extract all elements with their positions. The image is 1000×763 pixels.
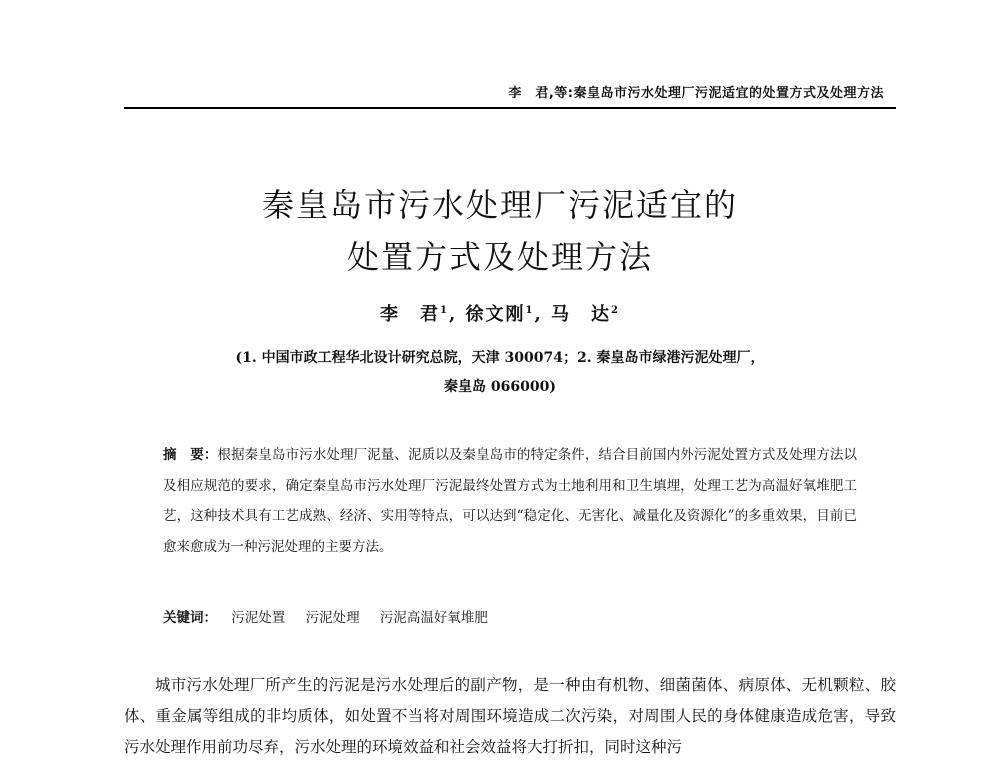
author-name: 李 君 (379, 304, 440, 325)
keyword-item: 污泥处理 (305, 610, 360, 626)
abstract (163, 440, 857, 562)
author-affiliation-mark: 2 (611, 305, 621, 316)
abstract-label: 摘 要： (163, 447, 218, 463)
running-header: 李 君,等:秦皇岛市污水处理厂污泥适宜的处置方式及处理方法 (508, 86, 884, 101)
keyword-item: 污泥高温好氧堆肥 (379, 610, 488, 626)
paper-title-line-2: 处置方式及处理方法 (346, 238, 653, 276)
affiliation-line-2: 秦皇岛 066000) (444, 379, 556, 395)
keywords-label: 关键词： (163, 610, 217, 626)
body-paragraph: 城市污水处理厂所产生的污泥是污水处理后的副产物，是一种由有机物、细菌菌体、病原体、无机颗粒、胶体、重金属等组成的非均质体，如处置不当将对周围环境造成二次污染，对周围人民的身体健康造成危害，导致污水处理作用前功尽弃，污水处理的环境效益和社会效益将大打折扣，同时这种污 (124, 676, 896, 756)
header-rule (124, 107, 896, 109)
author-affiliation-mark: 1 (439, 305, 449, 316)
keyword-item: 污泥处置 (231, 610, 286, 626)
author-name: 徐文刚 (465, 304, 526, 325)
author-affiliation-mark: 1 (525, 305, 535, 316)
author-separator: , (448, 304, 458, 325)
author-list (0, 300, 1000, 326)
abstract-text: 根据秦皇岛市污水处理厂泥量、泥质以及秦皇岛市的特定条件，结合目前国内外污泥处置方式及处理方法以及相应规范的要求，确定秦皇岛市污水处理厂污泥最终处置方式为土地利用和卫生填埋，处理工艺为高温好氧堆肥工艺，这种技术具有工艺成熟、经济、实用等特点，可以达到“稳定化、无害化、减量化及资源化”的多重效果，目前已愈来愈成为一种污泥处理的主要方法。 (163, 447, 858, 555)
keywords (163, 606, 857, 626)
paper-title-line-1: 秦皇岛市污水处理厂污泥适宜的 (261, 186, 738, 224)
author-name: 马 达 (551, 304, 612, 325)
author-separator: , (534, 304, 543, 325)
affiliation-line-1: (1. 中国市政工程华北设计研究总院，天津 300074；2. 秦皇岛市绿港污泥处理厂， (235, 350, 765, 366)
